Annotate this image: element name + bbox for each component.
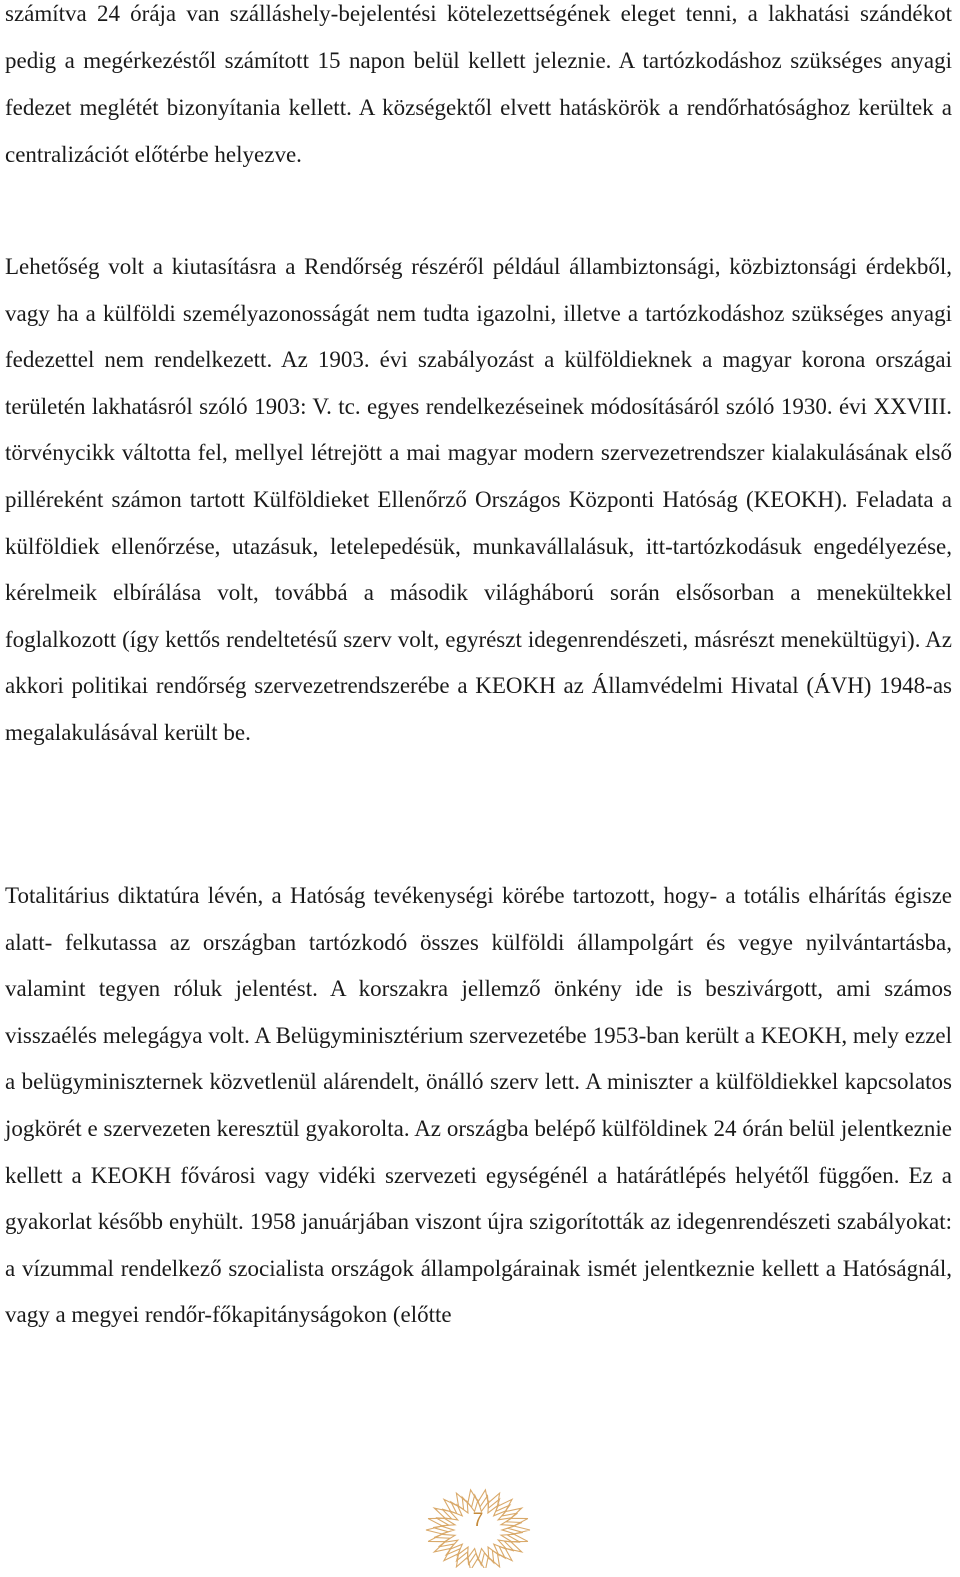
paragraph-1: számítva 24 órája van szálláshely-bejelentési kötelezettségének eleget tenni, a lakhatási szándékot pedig a megérkezéstől számított 15 napon belül kellett jeleznie. A tartózkodáshoz szükséges anyagi fedezet meglétét bizonyítania kellett. A községektől elvett hatáskörök a rendőrhatósághoz kerültek a centralizációt előtérbe helyezve. — [5, 1, 952, 167]
paragraph-2: Lehetőség volt a kiutasításra a Rendőrség részéről például állambiztonsági, közbiztonsági érdekből, vagy ha a külföldi személyazonosságát nem tudta igazolni, illetve a tartózkodáshoz szükséges anyagi fedezettel nem rendelkezett. Az 1903. évi szabályozást a külföldieknek a magyar korona országai területén lakhatásról szóló 1903: V. tc. egyes rendelkezéseinek módosításáról szóló 1930. évi XXVIII. törvénycikk váltotta fel, mellyel létrejött a mai magyar modern szervezetrendszer kialakulásának első pilléreként számon tartott Külföldieket Ellenőrző Országos Központi Hatóság (KEOKH). Feladata a külföldiek ellenőrzése, utazásuk, letelepedésük, munkavállalásuk, itt-tartózkodásuk engedélyezése, kérelmeik elbírálása volt, továbbá a második világháború során elsősorban a menekültekkel foglalkozott (így kettős rendeltetésű szerv volt, egyrészt idegenrendészeti, másrészt menekültügyi). Az akkori politikai rendőrség szervezetrendszerébe a KEOKH az Államvédelmi Hivatal (ÁVH) 1948-as megalakulásával került be. — [5, 254, 952, 745]
paragraph-3: Totalitárius diktatúra lévén, a Hatóság tevékenységi körébe tartozott, hogy- a totális elhárítás égisze alatt- felkutassa az országban tartózkodó összes külföldi állampolgárt és vegye nyilvántartásba, valamint tegyen róluk jelentést. A korszakra jellemző önkény ide is beszivárgott, ami számos visszaélés melegágya volt. A Belügyminisztérium szervezetébe 1953-ban került a KEOKH, mely ezzel a belügyminiszternek közvetlenül alárendelt, önálló szerv lett. A miniszter a külföldiekkel kapcsolatos jogkörét e szervezeten keresztül gyakorolta. Az országba belépő külföldinek 24 órán belül jelentkeznie kellett a KEOKH fővárosi vagy vidéki szervezeti egységénél a határátlépés helyétől függően. Ez a gyakorlat később enyhült. 1958 januárjában viszont újra szigorították az idegenrendészeti szabályokat: a vízummal rendelkező szocialista országok állampolgárainak ismét jelentkeznie kellett a Hatóságnál, vagy a megyei rendőr-főkapitányságokon (előtte — [5, 883, 952, 1328]
page-footer — [420, 1488, 536, 1568]
page-number: 7 — [472, 1510, 484, 1531]
